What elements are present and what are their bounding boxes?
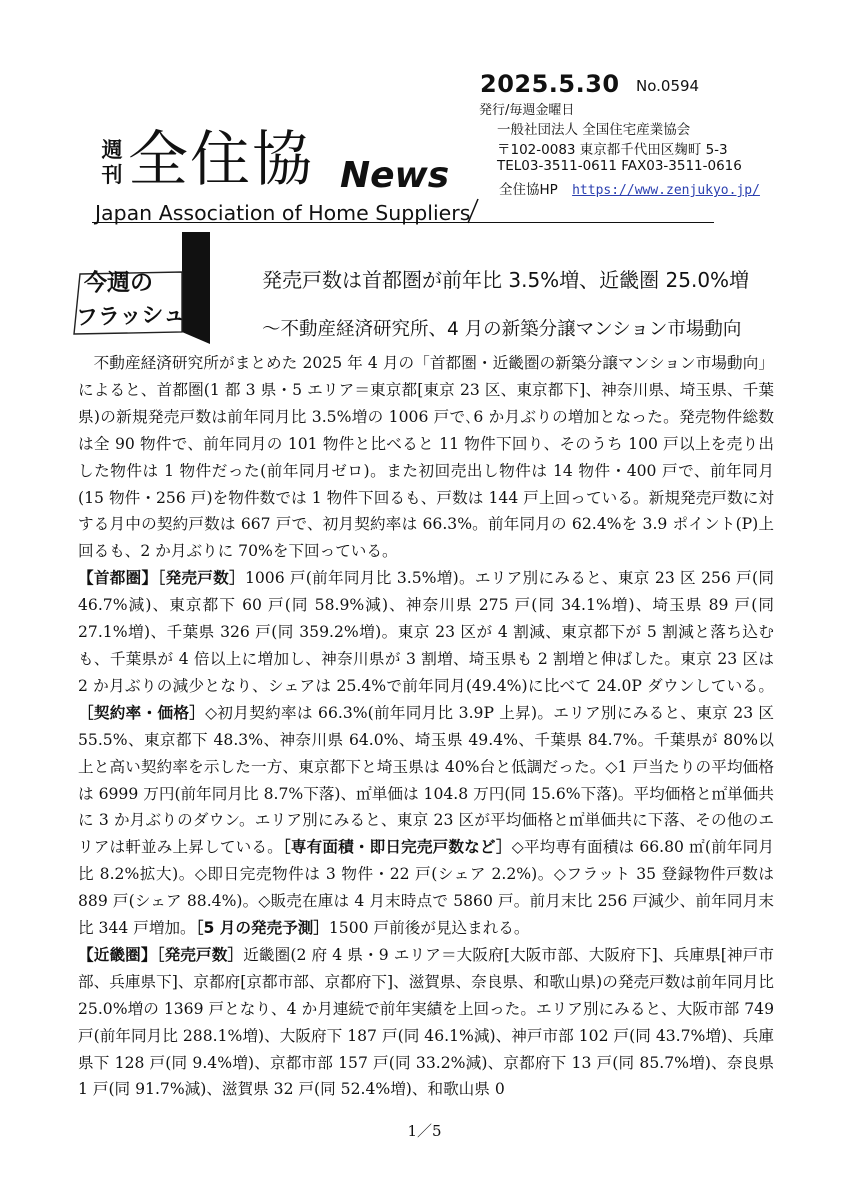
paragraph-shutoken bbox=[78, 565, 774, 942]
subsection-units: ［発売戸数］ bbox=[157, 569, 245, 588]
subsection-contract-price: ［契約率・価格］ bbox=[78, 703, 206, 722]
paragraph-intro: 不動産経済研究所がまとめた 2025 年 4 月の「首都圏・近畿圏の新築分譲マンション市場動向」によると、首都圏(1 都 3 県・5 エリア＝東京都[東京 23 区、東京都下]、神奈川県、埼玉県、千葉県)の新規発売戸数は前年同月比 3.5%増の 1006 戸で､6 か月ぶりの増加となった。発売物件総数は全 90 物件で、前年同月の 101 物件と比べると 11 物件下回り、そのうち 100 戸以上を売り出した物件は 1 物件だった(前年同月ゼロ)。また初回売出し物件は 14 物件・400 戸で、前年同月(15 物件・256 戸)を物件数では 1 物件下回るも、戸数は 144 戸上回っている。新規発売戸数に対する月中の契約戸数は 667 戸で、初月契約率は 66.3%。前年同月の 62.4%を 3.9 ポイント(P)上回るも、2 か月ぶりに 70%を下回っている。 bbox=[78, 354, 774, 561]
flash-badge-line1: 今週の bbox=[84, 270, 153, 296]
section-tag-kinki: 【近畿圏】 bbox=[78, 945, 157, 964]
homepage-row bbox=[499, 178, 760, 198]
subsection-area-soldout: ［専有面積・即日完売戸数など］ bbox=[282, 838, 512, 857]
publication-frequency: 発行/毎週金曜日 bbox=[479, 103, 575, 118]
homepage-link[interactable]: https://www.zenjukyo.jp/ bbox=[572, 183, 760, 198]
paragraph-kinki bbox=[78, 942, 774, 1103]
subsection-kinki-units: ［発売戸数］ bbox=[156, 945, 244, 964]
article-body bbox=[78, 350, 774, 1103]
homepage-label: 全住協HP bbox=[499, 182, 558, 198]
article-headline: 発売戸数は首都圏が前年比 3.5%増、近畿圏 25.0%増 bbox=[262, 268, 750, 292]
publisher-address: 〒102-0083 東京都千代田区麹町 5-3 bbox=[497, 142, 728, 158]
text-area-soldout: ◇平均専有面積は 66.80 ㎡(前年同月比 8.2%拡大)。◇即日完売物件は 3 物件・22 戸(シェア 2.2%)。◇フラット 35 登録物件戸数は 889 戸(シェア 88.4%)。◇販売在庫は 4 月末時点で 5860 戸。前月末比 256 戸減少、前年同月末比 344 戸増加。 bbox=[78, 838, 774, 938]
masthead-title-en: Japan Association of Home Suppliers bbox=[95, 201, 471, 225]
article-subhead: ～不動産経済研究所、4 月の新築分譲マンション市場動向 bbox=[262, 319, 742, 340]
text-kinki-units: 近畿圏(2 府 4 県・9 エリア＝大阪府[大阪市部、大阪府下]、兵庫県[神戸市部、兵庫県下]、京都府[京都市部、京都府下]、滋賀県、奈良県、和歌山県)の発売戸数は前年同月比 25.0%増の 1369 戸となり、4 か月連続で前年実績を上回った。エリア別にみると、大阪市部 749 戸(前年同月比 288.1%増)、大阪府下 187 戸(同 46.1%減)、神戸市部 102 戸(同 43.7%増)、兵庫県下 128 戸(同 9.4%増)、京都市部 157 戸(同 33.2%減)、京都府下 13 戸(同 85.7%増)、奈良県 1 戸(同 91.7%減)、滋賀県 32 戸(同 52.4%増)、和歌山県 0 bbox=[78, 945, 774, 1099]
text-units: 1006 戸(前年同月比 3.5%増)。エリア別にみると、東京 23 区 256 戸(同 46.7%減)、東京都下 60 戸(同 58.9%減)、神奈川県 275 戸(同 34.1%増)、埼玉県 89 戸(同 27.1%増)、千葉県 326 戸(同 359.2%増)。東京 23 区が 4 割減、東京都下が 5 割減と落ち込むも、千葉県が 4 倍以上に増加し、神奈川県が 3 割増、埼玉県も 2 割増と伸ばした。東京 23 区は 2 か月ぶりの減少となり、シェアは 25.4%で前年同月(49.4%)に比べて 24.0P ダウンしている。 bbox=[78, 569, 774, 695]
weekly-label: 週刊 bbox=[101, 138, 123, 187]
masthead-title-news: News bbox=[340, 155, 450, 196]
masthead-title-jp: 全住協 bbox=[128, 125, 314, 195]
page-number: 1／5 bbox=[407, 1122, 442, 1140]
masthead-rule bbox=[92, 222, 714, 223]
section-tag-shutoken: 【首都圏】 bbox=[78, 569, 158, 588]
text-contract-price: ◇初月契約率は 66.3%(前年同月比 3.9P 上昇)。エリア別にみると、東京 23 区 55.5%、東京都下 48.3%、神奈川県 64.0%、埼玉県 49.4%、千葉県 84.7%。千葉県が 80%以上と高い契約率を示した一方、東京都下と埼玉県は 40%台と低調だった。◇1 戸当たりの平均価格は 6999 万円(前年同月比 8.7%下落)、㎡単価は 104.8 万円(同 15.6%下落)。平均価格と㎡単価共に 3 か月ぶりのダウン。エリア別にみると、東京 23 区が平均価格と㎡単価共に下落、その他のエリアは軒並み上昇している。 bbox=[78, 703, 774, 857]
issue-date: 2025.5.30 bbox=[480, 70, 620, 98]
issue-number: No.0594 bbox=[636, 77, 700, 95]
masthead-slash-icon bbox=[462, 197, 482, 225]
publisher-name: 一般社団法人 全国住宅産業協会 bbox=[497, 122, 691, 138]
subsection-forecast: ［5 月の発売予測］ bbox=[195, 919, 329, 938]
flash-badge-line2: フラッシュ bbox=[75, 302, 186, 331]
text-forecast: 1500 戸前後が見込まれる。 bbox=[328, 919, 530, 938]
publisher-tel-fax: TEL03-3511-0611 FAX03-3511-0616 bbox=[497, 158, 742, 174]
